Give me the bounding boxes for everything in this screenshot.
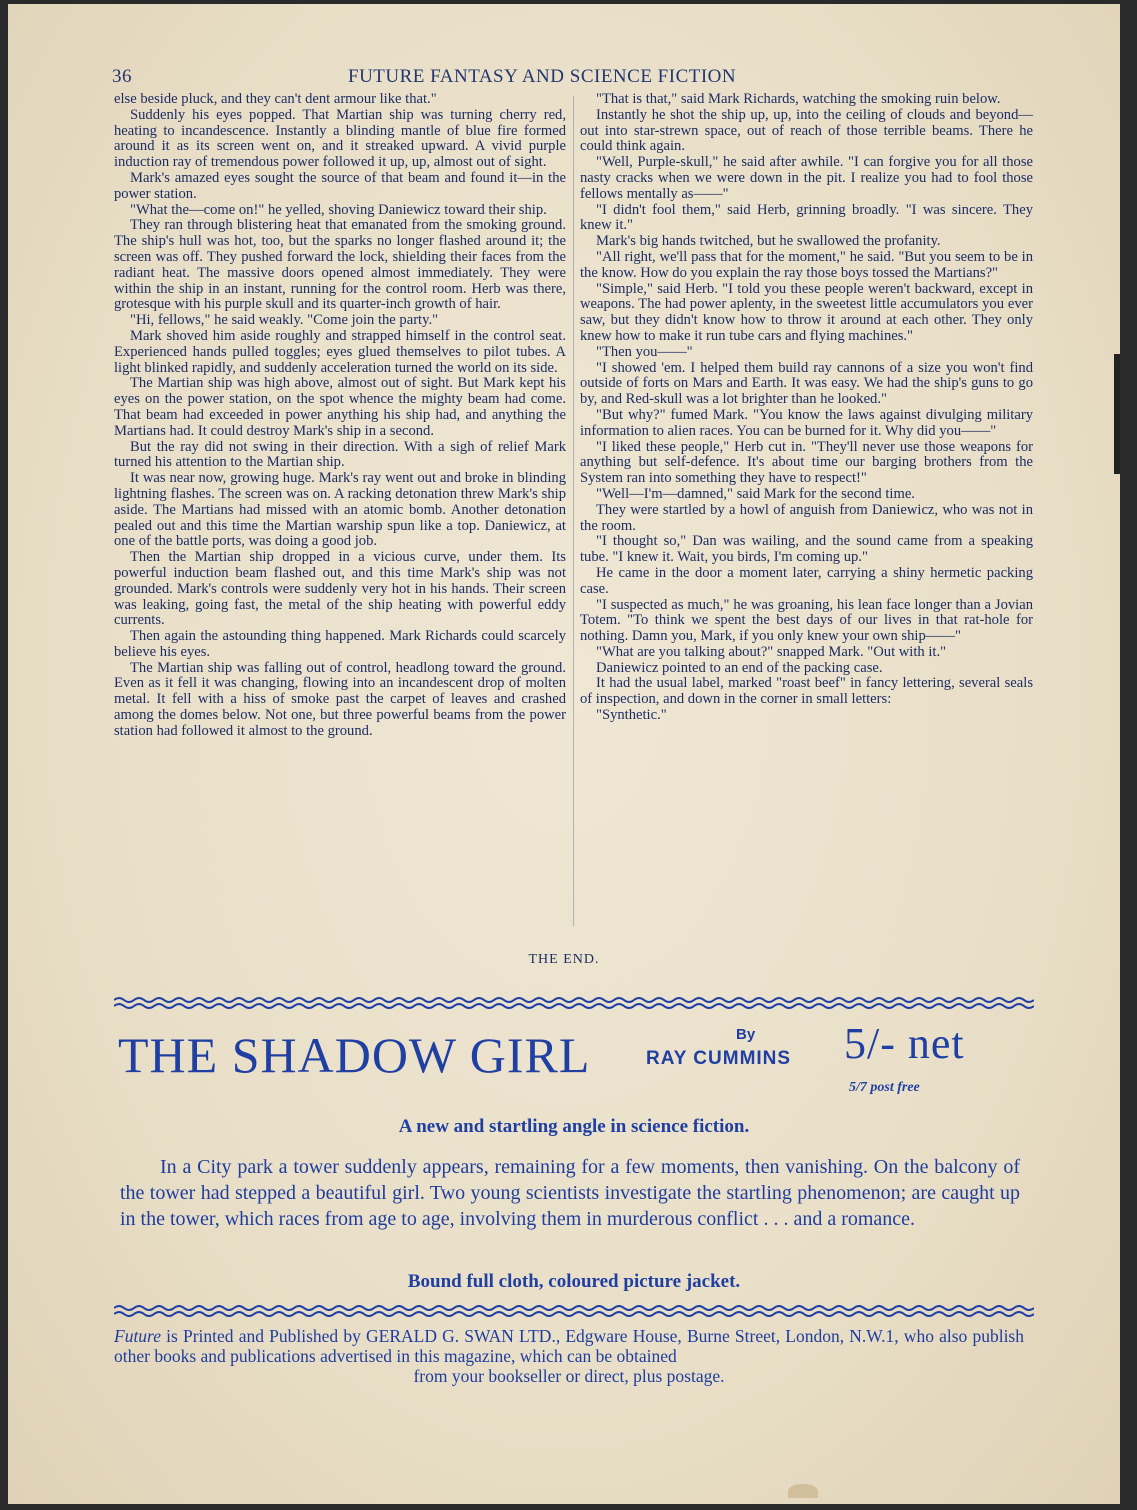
paragraph: "What are you talking about?" snapped Mark. "Out with it." [596, 643, 947, 660]
paragraph: "I liked these people," Herb cut in. "They'll never use those weapons for anything but self-defence. It's about time our barging brothers from the System ran into something they have to respect!" [580, 438, 1033, 487]
paragraph: They were startled by a howl of anguish from Daniewicz, who was not in the room. [580, 501, 1033, 534]
paragraph: "All right, we'll pass that for the moment," he said. "But you seem to be in the know. How do you explain the ray those boys tossed the Martians?" [580, 248, 1033, 281]
paragraph: "I didn't fool them," said Herb, grinning broadly. "I was sincere. They knew it." [580, 201, 1033, 234]
paragraph: Then again the astounding thing happened. Mark Richards could scarcely believe his eyes. [114, 628, 566, 660]
paragraph: "Then you——" [596, 343, 693, 360]
wave-rule-top [114, 996, 1034, 1010]
paragraph: "Hi, fellows," he said weakly. "Come join the party." [130, 312, 439, 329]
paragraph: It was near now, growing huge. Mark's ray went out and broke in blinding lightning flashes. The screen was on. A racking detonation threw Mark's ship aside. The Martians had missed with an atomic bomb. Another detonation pealed out and this time the Martian warship spun like a top. Daniewicz, at one of the battle ports, was doing a good job. [114, 470, 566, 550]
ad-book-title: THE SHADOW GIRL [118, 1027, 591, 1083]
paragraph: Daniewicz pointed to an end of the packing case. [596, 659, 883, 676]
paragraph: Suddenly his eyes popped. That Martian ship was turning cherry red, heating to incandescence. Instantly a blinding mantle of blue fire formed around it as its screen went on, and it streaked upward. A vivid purple induction ray of tremendous power followed it up, up, almost out of sight. [114, 106, 566, 171]
paragraph: They ran through blistering heat that emanated from the smoking ground. The ship's hull was hot, too, but the sparks no longer flashed around it; the screen was off. They pushed forward the lock, shielding their faces from the radiant heat. The massive doors opened almost immediately. They were within the ship in an instant, running for the control room. Herb was there, grotesque with his purple skull and its quarter-inch growth of hair. [114, 217, 566, 313]
ad-author: RAY CUMMINS [646, 1048, 792, 1069]
paragraph: "But why?" fumed Mark. "You know the laws against divulging military information to alien races. You can be burned for it. Why did you——" [580, 406, 1033, 439]
wave-rule-bottom [114, 1304, 1034, 1318]
paragraph: It had the usual label, marked "roast beef" in fancy lettering, several seals of inspection, and down in the corner in small letters: [580, 675, 1033, 708]
paragraph: Mark's amazed eyes sought the source of that beam and found it—in the power station. [114, 169, 566, 202]
paragraph: The Martian ship was falling out of control, headlong toward the ground. Even as it fell it was changing, flowing into an incandescent drop of molten metal. It fell with a hiss of smoke past the carpet of leaves and crashed among the domes below. Not one, but three powerful beams from the power station had followed it almost to the ground. [114, 659, 566, 739]
publisher-footer [114, 1326, 1024, 1386]
ad-post-price: 5/7 post free [849, 1080, 920, 1095]
paragraph: Instantly he shot the ship up, up, into the ceiling of clouds and beyond—out into star-strewn space, out of reach of those terrible beams. There he could think again. [580, 106, 1033, 155]
paragraph: "That is that," said Mark Richards, watching the smoking ruin below. [596, 91, 1001, 107]
footer-publisher-text: is Printed and Published by GERALD G. SWAN LTD., Edgware House, Burne Street, London, N.W.1, who also publish other books and publications advertised in this magazine, which can be obtained [114, 1326, 1024, 1366]
paragraph: else beside pluck, and they can't dent armour like that." [114, 91, 437, 107]
running-title: FUTURE FANTASY AND SCIENCE FICTION [348, 66, 737, 87]
paragraph: He came in the door a moment later, carrying a shiny hermetic packing case. [580, 564, 1033, 597]
paragraph: "I suspected as much," he was groaning, his lean face longer than a Jovian Totem. "To think we spent the best days of our lives in that rat-hole for nothing. Damn you, Mark, if you only knew your own ship——" [580, 596, 1033, 645]
paragraph: Mark's big hands twitched, but he swallowed the profanity. [596, 233, 941, 250]
ad-description: In a City park a tower suddenly appears, remaining for a few moments, then vanishing. On the balcony of the tower had stepped a beautiful girl. Two young scientists investigate the startling phenomenon; are caught up in the tower, which races from age to age, involving them in murderous conflict . . . and a romance. [120, 1156, 1020, 1230]
paragraph: Mark shoved him aside roughly and strapped himself in the control seat. Experienced hands pulled toggles; eyes glued themselves to pilot tubes. A light blinked rapidly, and suddenly acceleration turned the world on its side. [114, 327, 566, 376]
page-edge-shadow [1114, 354, 1120, 474]
paragraph: "Well, Purple-skull," he said after awhile. "I can forgive you for all those nasty cracks when we were down in the pit. I realize you had to fool those fellows mentally as——" [580, 154, 1033, 202]
paragraph: "I thought so," Dan was wailing, and the sound came from a speaking tube. "I knew it. Wait, you birds, I'm coming up." [580, 533, 1033, 566]
the-end-marker: THE END. [528, 952, 600, 967]
ad-price: 5/- net [844, 1019, 965, 1068]
paper-tear [788, 1484, 818, 1498]
ad-tagline: A new and startling angle in science fiction. [398, 1116, 750, 1137]
paragraph: "What the—come on!" he yelled, shoving Daniewicz toward their ship. [130, 201, 547, 218]
paragraph: The Martian ship was high above, almost out of sight. But Mark kept his eyes on the power station, on the spot whence the mighty beam had come. That beam had exceeded in power anything his ship had, and anything the Martians had. It could destroy Mark's ship in a second. [114, 375, 566, 439]
paragraph: "Well—I'm—damned," said Mark for the second time. [596, 485, 915, 502]
paragraph: "Synthetic." [596, 707, 667, 724]
ad-binding-note: Bound full cloth, coloured picture jacket. [407, 1271, 741, 1292]
story-column-right [580, 92, 1033, 724]
page-number: 36 [112, 66, 132, 87]
paragraph: "I showed 'em. I helped them build ray cannons of a size you won't find outside of forts on Mars and Earth. It was easy. We had the ship's guns to go by, and Red-skull was a lot brighter than he looked." [580, 359, 1033, 408]
footer-magazine-name: Future [114, 1326, 161, 1346]
page-header [108, 66, 1038, 92]
ad-by-label: By [736, 1026, 756, 1043]
paragraph: Then the Martian ship dropped in a vicious curve, under them. Its powerful induction beam flashed out, and this time Mark's ship was not grounded. Mark's controls were suddenly very hot in his hands. Their screen was leaking, going fast, the metal of the ship heating with powerful eddy currents. [114, 549, 566, 629]
paragraph: "Simple," said Herb. "I told you these people weren't backward, except in weapons. The had power aplenty, in the sweetest little accumulators you ever saw, but they didn't know how to throw it around at each other. They only knew how to make it run tube cars and flying machines." [580, 280, 1033, 344]
footer-last-line: from your bookseller or direct, plus postage. [413, 1366, 725, 1386]
story-column-left [114, 92, 566, 740]
magazine-page [8, 4, 1120, 1504]
column-divider [573, 96, 574, 926]
paragraph: But the ray did not swing in their direction. With a sigh of relief Mark turned his attention to the Martian ship. [114, 438, 566, 471]
